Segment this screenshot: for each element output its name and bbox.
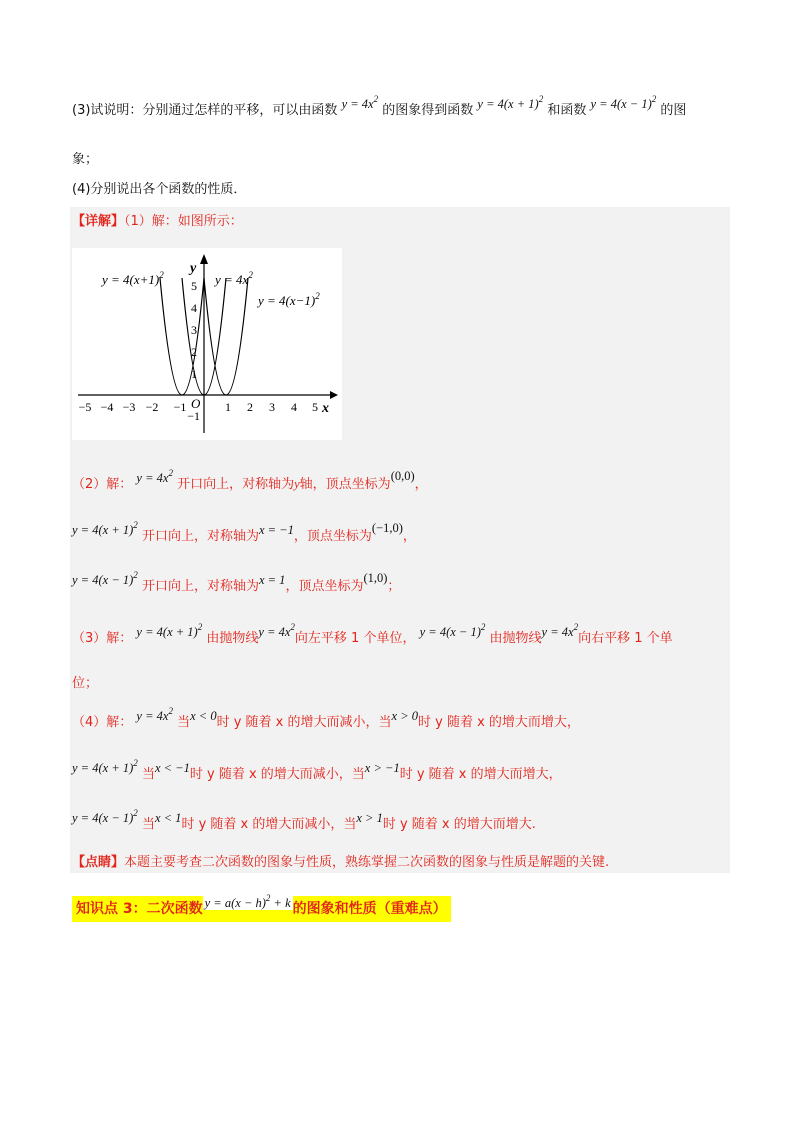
- formula: $y = 4x^2$: [136, 468, 173, 485]
- x-tick: 5: [312, 400, 318, 414]
- origin-label: O: [191, 396, 201, 411]
- section-heading: 知识点 3：二次函数 $y = a(x - h)^2 + k$ 的图象和性质（重难点）: [72, 896, 451, 922]
- formula: $y = 4(x + 1)^2$: [72, 520, 138, 537]
- y-axis-arrow: [200, 254, 208, 264]
- x-tick: −4: [100, 400, 114, 414]
- formula: $y = 4(x - 1)^2$: [72, 570, 138, 587]
- x-tick: 1: [225, 400, 231, 414]
- answer-comment: 【点睛】本题主要考查二次函数的图象与性质，熟练掌握二次函数的图象与性质是解题的关键.: [72, 855, 610, 870]
- answer-part1: 【详解】（1）解：如图所示：: [72, 214, 243, 229]
- parabola-graph: [72, 248, 342, 440]
- question-3-cont: 象；: [72, 152, 99, 167]
- y-tick: 5: [191, 279, 197, 293]
- x-tick: 4: [291, 400, 297, 414]
- curve-label-left: $y = 4(x+1)^2$: [102, 270, 164, 287]
- y-axis-label: y: [190, 261, 197, 276]
- question-4: (4)分别说出各个函数的性质．: [72, 182, 247, 197]
- x-tick: −5: [78, 400, 92, 414]
- answer-part4-row1: （4）解： $y = 4x^2$ 当x < 0时 y 随着 x 的增大而减小，当x > 0时 y 随着 x 的增大而增大，: [72, 706, 580, 730]
- y-tick: 1: [191, 367, 197, 381]
- x-tick: 2: [247, 400, 253, 414]
- answer-part4-row2: $y = 4(x + 1)^2$ 当x < −1时 y 随着 x 的增大而减小，当x > −1时 y 随着 x 的增大而增大，: [72, 758, 562, 782]
- x-tick: −1: [173, 400, 187, 414]
- answer-part4-row3: $y = 4(x - 1)^2$ 当x < 1时 y 随着 x 的增大而减小，当x > 1时 y 随着 x 的增大而增大.: [72, 808, 536, 832]
- parabola-figure: [72, 248, 342, 440]
- x-tick: −3: [122, 400, 136, 414]
- x-tick: −2: [145, 400, 159, 414]
- answer-part2-row2: $y = 4(x + 1)^2$ 开口向上，对称轴为x = −1，顶点坐标为(−1,0)，: [72, 520, 416, 544]
- formula-4-x-minus-1: $y = 4(x - 1)^2$: [590, 94, 657, 111]
- question-3: (3)试说明：分别通过怎样的平移，可以由函数 $y = 4x^2$ 的图象得到函数 $y = 4(x + 1)^2$ 和函数 $y = 4(x - 1)^2$ 的图: [72, 94, 687, 118]
- answer-part2-row1: （2）解： $y = 4x^2$ 开口向上，对称轴为y轴，顶点坐标为(0,0)，: [72, 468, 428, 492]
- answer-part3: （3）解： $y = 4(x + 1)^2$ 由抛物线$y = 4x^2$向左平移 1 个单位， $y = 4(x - 1)^2$ 由抛物线$y = 4x^2$向右平移 1 个单: [72, 622, 673, 646]
- y-tick: 3: [191, 323, 197, 337]
- y-tick: 2: [191, 345, 197, 359]
- curve-label-right: $y = 4(x-1)^2$: [258, 291, 320, 308]
- curve-label-middle: $y = 4x^2$: [215, 270, 253, 287]
- answer-part3-cont: 位；: [72, 676, 99, 691]
- parabola-left: [160, 278, 204, 395]
- x-axis-arrow: [330, 391, 338, 399]
- y-tick: 4: [191, 301, 197, 315]
- formula-4-x-plus-1: $y = 4(x + 1)^2$: [477, 94, 544, 111]
- formula-4x2: $y = 4x^2$: [341, 94, 379, 111]
- y-tick: −1: [187, 409, 200, 423]
- x-axis-label: x: [322, 401, 329, 416]
- x-tick: 3: [269, 400, 275, 414]
- parabola-right: [204, 278, 248, 395]
- answer-part2-row3: $y = 4(x - 1)^2$ 开口向上，对称轴为x = 1，顶点坐标为(1,0)；: [72, 570, 401, 594]
